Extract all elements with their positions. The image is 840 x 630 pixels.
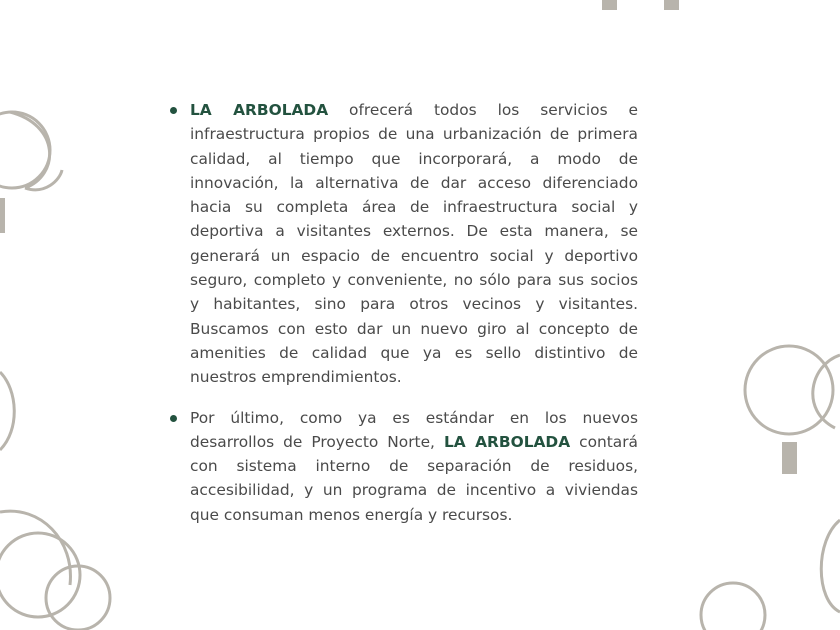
brand-name: LA ARBOLADA: [443, 432, 571, 451]
bullet-dot-icon: [170, 107, 177, 114]
bullet-text-after: contará con sistema interno de separación de residuos, accesibilidad, y un programa de incentivo a viviendas que consuman menos energía y recursos.: [190, 432, 638, 524]
brand-name: LA ARBOLADA: [190, 101, 329, 119]
decor-bar-right: [782, 442, 797, 474]
bullet-item-2: [168, 406, 638, 527]
decor-bar-top-2: [664, 0, 679, 10]
bullet-text-before: Por último, como ya es estándar en los nuevos desarrollos de Proyecto Norte,: [190, 408, 638, 451]
decor-arc-left-mid: [0, 372, 14, 450]
decor-circle-right-mid: [745, 346, 833, 434]
decor-circle-left-bottom-2: [46, 566, 110, 630]
decor-arc-left-bottom: [0, 511, 70, 585]
decor-bar-top-1: [602, 0, 617, 10]
bullet-dot-icon: [170, 415, 177, 422]
decor-bar-left: [0, 198, 5, 233]
bullet-text: ofrecerá todos los servicios e infraestructura propios de una urbanización de primera calidad, al tiempo que incorporará, a modo de innovación, la alternativa de dar acceso diferenciado hacia su completa área de infraestructura social y deportiva a visitantes externos. De esta manera, se generará un espacio de encuentro social y deportivo seguro, completo y conveniente, no sólo para sus socios y habitantes, sino para otros vecinos y visitantes. Buscamos con esto dar un nuevo giro al concepto de amenities de calidad que ya es sello distintivo de nuestros emprendimientos.: [190, 101, 638, 387]
body-text-column: [168, 98, 638, 543]
decor-circle-left-bottom-1: [0, 533, 80, 617]
decor-arc-right-bottom: [821, 520, 840, 612]
decor-circle-right-bottom: [701, 583, 765, 630]
bullet-item-1: [168, 98, 638, 390]
